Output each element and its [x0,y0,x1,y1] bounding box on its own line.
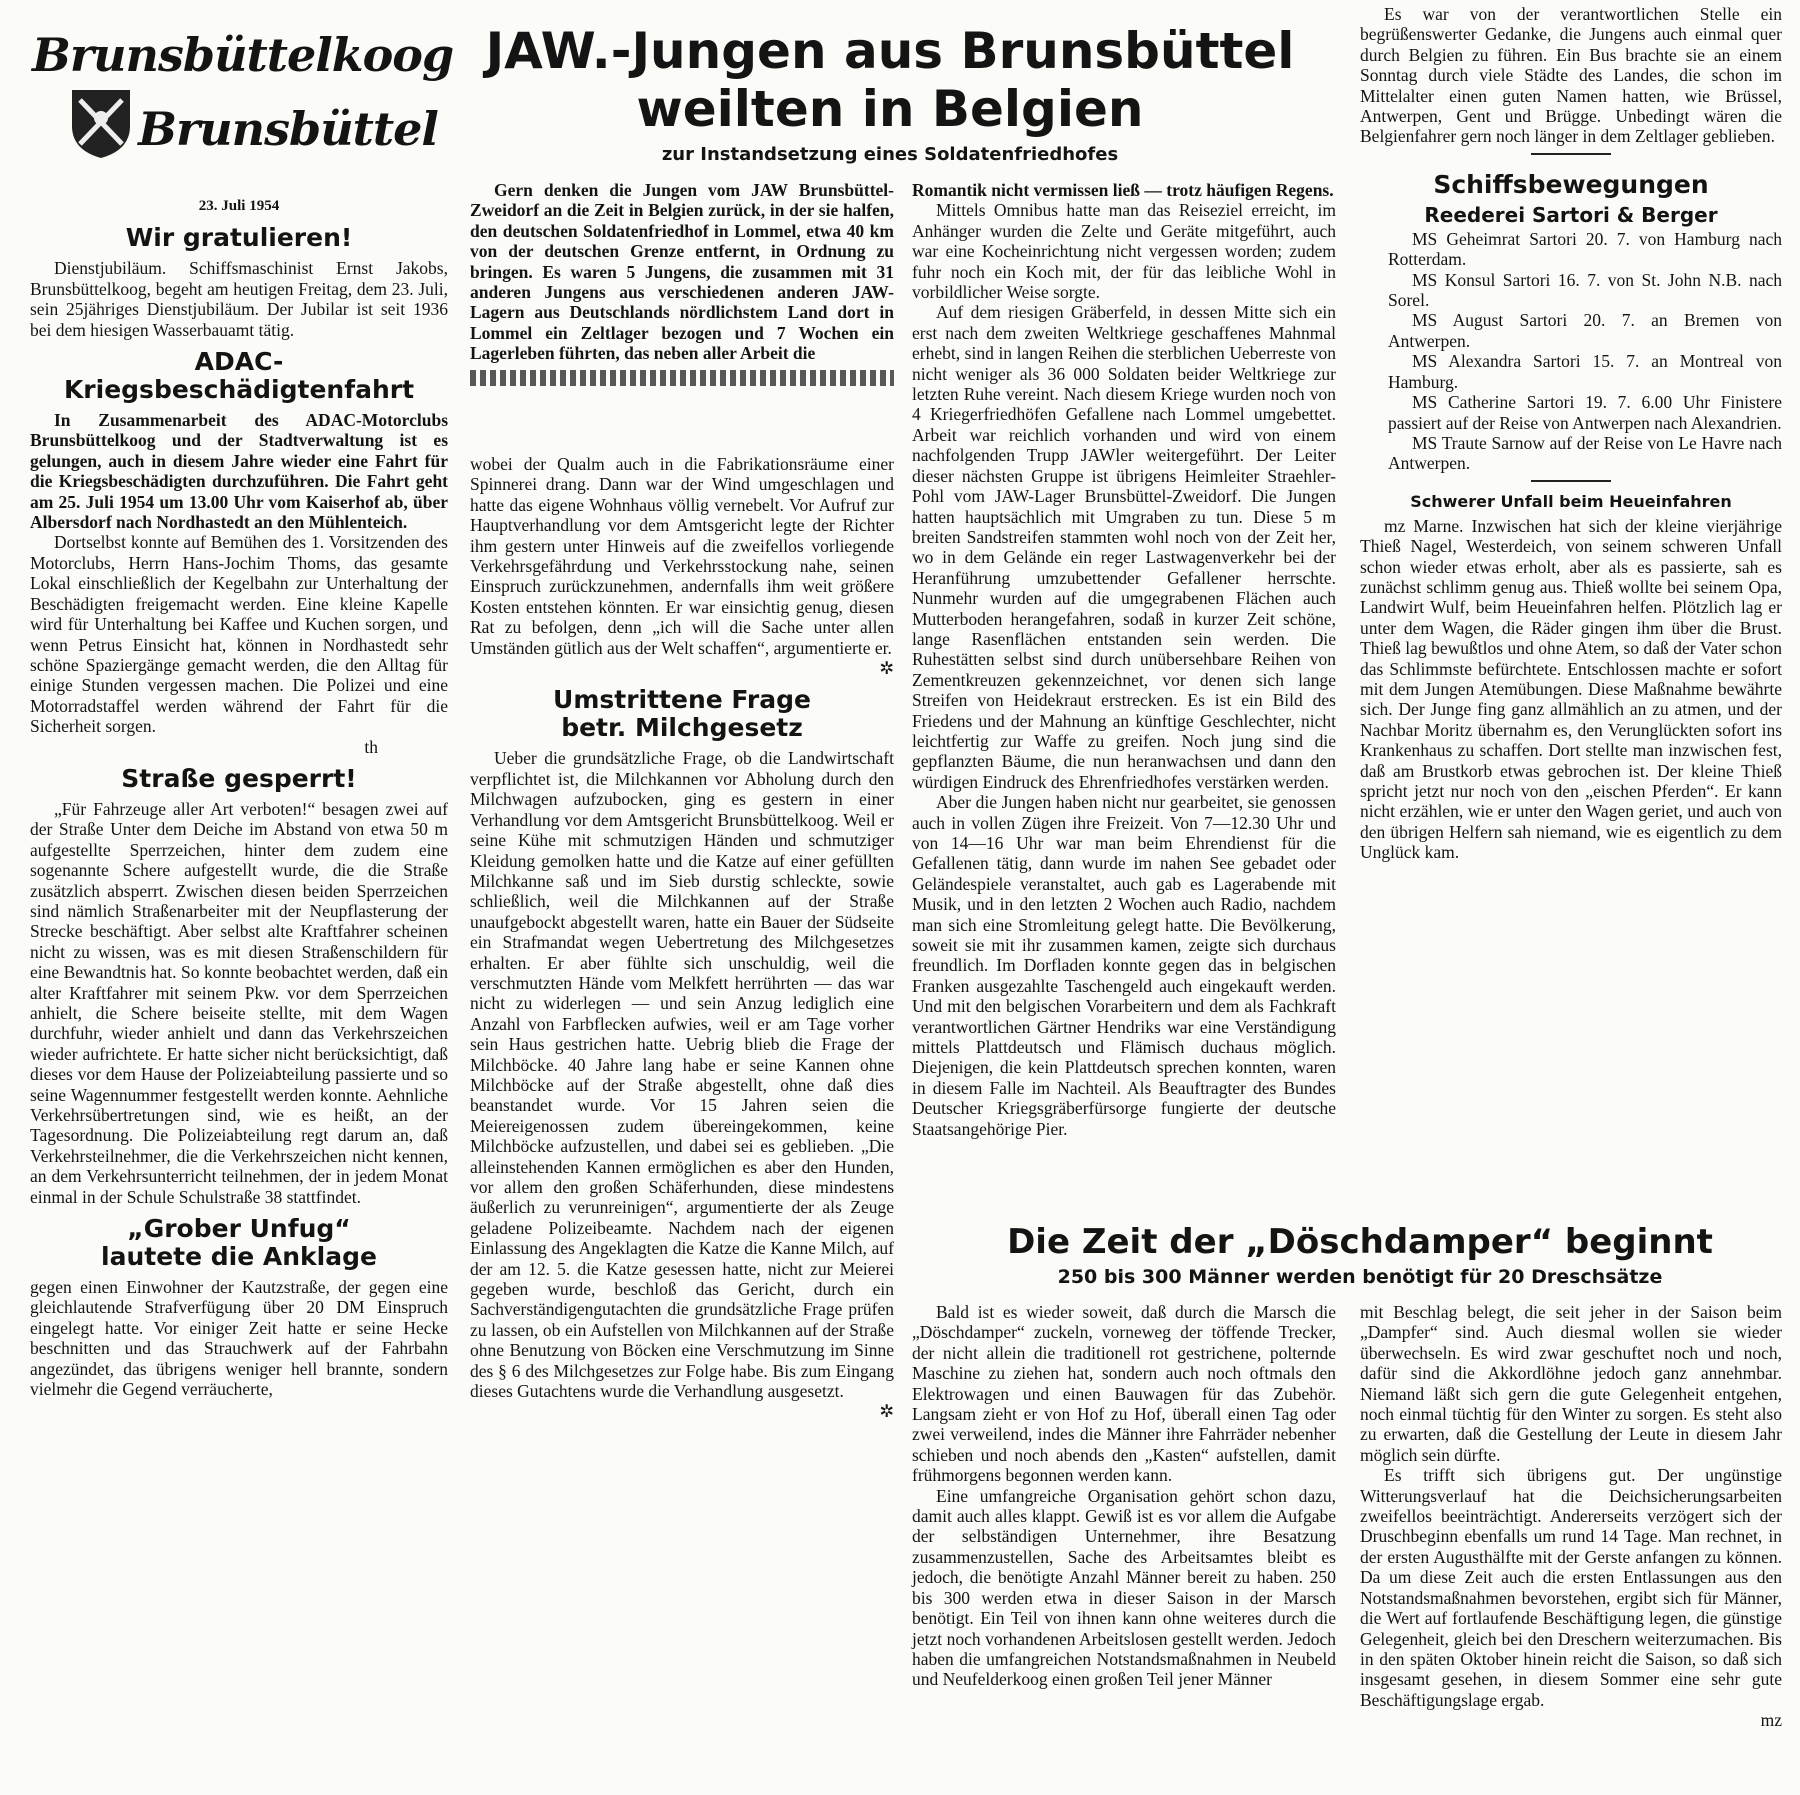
divider [1531,480,1611,482]
adac-title-line2: Kriegsbeschädigtenfahrt [63,375,415,405]
main-lead-continued: Romantik nicht vermissen ließ — trotz häufigen Regens. [912,180,1334,200]
strasse-text: „Für Fahrzeuge aller Art verboten!“ besagen zwei auf der Straße Unter dem Deiche im Abstand von etwa 50 m aufgestellte Sperrzeichen, hinter dem zudem eine sogenannte Schere aufgestellt wurde, die die Straße zusätzlich absperrt. Zwischen diesen beiden Sperrzeichen sind nämlich Straßenarbeiter mit der Neupflasterung der Strecke beschäftigt. Aber selbst alte Kraftfahrer scheinen nicht zu wissen, was es mit diesen Straßenschildern für eine Bewandtnis hat. So konnte beobachtet werden, daß ein alter Kraftfahrer mit seinem Pkw. vor dem Sperrzeichen anhielt, die Schere beiseite stellte, mit dem Wagen durchfuhr, wieder anhielt und dann das Verkehrszeichen wieder aufrichtete. Er hatte sicher nicht berücksichtigt, daß dieses vor dem Hause der Polizeiabteilung passierte und so seine Wagennummer festgestellt werden konnte. Aehnliche Verkehrsübertretungen sind, wie es heißt, an der Tagesordnung. Die Polizeiabteilung regt darum an, daß Verkehrsteilnehmer, die die Verkehrszeichen nicht kennen, an dem Verkehrsunterricht teilnehmen, der in jedem Monat einmal in der Schule Schulstraße 38 stattfindet. [30,798,448,1207]
ship-entry: MS Geheimrat Sartori 20. 7. von Hamburg nach Rotterdam. [1388,228,1782,270]
masthead-line1: Brunsbüttelkoog [32,28,454,82]
main-p3: Aber die Jungen haben nicht nur gearbeitet, sie genossen auch in vollen Zügen ihre Freizeit. Von 7—12.30 Uhr und von 14—16 Uhr war man beim Ehrendienst für die Gefallenen tätig, dann wurde im nahen See gebadet oder Geländespiele veranstaltet, auch gab es Lagerabende mit Musik, und in den letzten 2 Wochen auch Radio, nachdem man sich eine Stromleitung gelegt hatte. Die Bevölkerung, soweit sie mit ihr zusammen kamen, zeigte sich durchaus freundlich. Im Dorfladen konnte gegen das in belgischen Franken ausgezahlte Taschengeld auch eingekauft werden. Und mit den belgischen Vorarbeitern und dem als Fachkraft verantwortlichen Gärtner Hendriks war eine Verständigung mittels Plattdeutsch und Flämisch duchaus möglich. Diejenigen, die kein Plattdeutsch sprechen konnten, waren in diesem Falle im Nachteil. Als Beauftragter des Bundes Deutscher Kriegsgräberfürsorge fungierte der deutsche Staatsangehörige Pier. [912,792,1336,1139]
adac-title-line1: ADAC- [194,347,284,377]
unfug-title-line2: lautete die Anklage [101,1242,377,1272]
milch-text: Ueber die grundsätzliche Frage, ob die Landwirtschaft verpflichtet ist, die Milchkannen vor Abholung durch den Milchwagen aufzubocken, ging es gestern in einer Verhandlung vor dem Amtsgericht Brunsbüttelkoog. Weil er seine Kühe mit schmutzigen Händen und schmutziger Kleidung gemolken hatte und die Katze auf einer gefüllten Milchkanne saß und im Sieb durstig schleckte, sowie schließlich, weil die Milchkannen auf der Straße unaufgebockt abgestellt waren, hatte ein Bauer der Südseite ein Strafmandat wegen Uebertretung des Milchgesetzes erhalten. Er aber fühlte sich unschuldig, weil die verschmutzten Hände vom Melkfett herrührten — das war nicht zu widerlegen — und sein Anzug lediglich eine Anzahl von Farbflecken aufwies, weil er am Tage vorher sein Haus gestrichen hatte. Uebrig blieb die Frage der Milchböcke. 40 Jahre lang habe er seine Kannen ohne Milchböcke auf der Straße abgestellt, ohne daß dies beanstandet wurde. Vor 15 Jahren seien die Meiereigenossen zudem übereingekommen, keine Milchböcke aufzustellen, und dabei sei es geblieben. „Die alleinstehenden Kannen ermöglichen es aber den Hunden, vor allem den großen Schäferhunden, diese mindestens äußerlich zu verunreinigen“, argumentierte der als Zeuge geladene Polizeibeamte. Nachdem nach der eigenen Einlassung des Angeklagten die Katze die Kanne Milch, auf der am 12. 5. die Katze gesessen hatte, nicht zur Meierei gegeben wurde, beschloß das Gericht, durch ein Sachverständigengutachten die grundsätzliche Frage prüfen zu lassen, ob ein Aufstellen von Milchkannen auf der Straße ohne Benutzung von Böcken eine Verschmutzung im Sinne des § 6 des Milchgesetzes zur Folge habe. Bis zum Eingang dieses Gutachtens wurde die Verhandlung ausgesetzt. [470,748,894,1402]
dresch-p3: mit Beschlag belegt, die seit jeher in der Saison beim „Dampfer“ sind. Auch diesmal wollen sie wieder überwechseln. Es wird zwar geschuftet noch und noch, dafür sind die Akkordlöhne jedoch ganz annehmbar. Niemand läßt sich gern die gute Gelegenheit entgehen, noch einmal tüchtig für den Winter zu sorgen. Es steht also zu erwarten, daß die Gestellung der Leute in diesem Jahr möglich sein dürfte. [1360,1302,1782,1465]
ship-entry: MS August Sartori 20. 7. an Bremen von Antwerpen. [1388,310,1782,351]
milch-title-line2: betr. Milchgesetz [561,713,803,743]
town-crest-icon [70,88,132,160]
main-lead-text: Gern denken die Jungen vom JAW Brunsbüttel-Zweidorf an die Zeit in Belgien zurück, in der sie halfen, den deutschen Soldatenfriedhof in Lommel, etwa 40 km von der deutschen Grenze entfernt, in Ordnung zu bringen. Es waren 5 Jungens, die zusammen mit 31 anderen Jungens aus verschiedenen anderen JAW-Lagern aus Deutschlands nördlichstem Land dort in Lommel ein Zeltlager bezogen und 7 Wochen ein Lagerleben führten, das neben aller Arbeit die [470,180,894,364]
main-p4: Es war von der verantwortlichen Stelle ein begrüßenswerter Gedanke, die Jungens auch einmal quer durch Belgien zu führen. Ein Bus brachte sie an einem Sonntag durch viele Städte des Landes, die schon im Mittelalter einen guten Namen hatten, wie Brüssel, Antwerpen, Gent und Brügge. Unbedingt wären die Belgienfahrer gern noch länger in dem Zeltlager geblieben. [1360,4,1782,147]
ship-entry: MS Konsul Sartori 16. 7. von St. John N.B. nach Sorel. [1388,269,1782,311]
adac-lead: In Zusammenarbeit des ADAC-Motorclubs Brunsbüttelkoog und der Stadtverwaltung ist es gelungen, auch in diesem Jahre wieder eine Fahrt für die Kriegsbeschädigten durchzuführen. Die Fahrt geht am 25. Juli 1954 um 13.00 Uhr vom Kaiserhof ab, über Albersdorf nach Nordhastedt an den Mühlenteich. [30,410,448,533]
adac-text: Dortselbst konnte auf Bemühen des 1. Vorsitzenden des Motorclubs, Herrn Hans-Jochim Thoms, das gesamte Lokal einschließlich der Kegelbahn zur Unterhaltung der Beschädigten freigemacht werden. Eine kleine Kapelle wird für Unterhaltung bei Kaffee und Kuchen sorgen, und wenn Petrus Einsicht hat, können in Nordhastedt sehr schöne Spaziergänge gemacht werden, die den Alltag für einige Stunden vergessen machen. Die Polizei und eine Motorradstaffel werden während der Fahrt für die Sicherheit sorgen. [30,532,448,737]
dresch-headline [930,1222,1790,1288]
ship-list [1360,229,1782,474]
gratulieren-title: Wir gratulieren! [125,223,353,253]
decorative-divider [470,370,894,386]
dresch-p4: Es trifft sich übrigens gut. Der ungünstige Witterungsverlauf hat die Deichsicherungsarbeiten zweifellos beeinträchtigt. Andererseits verzögert sich der Druschbeginn ebenfalls um rund 14 Tage. Man rechnet, in der ersten Augusthälfte mit der Gerste anfangen zu können. Da um diese Zeit auch die ersten Entlassungen aus den Notstandsmaßnahmen bevorstehen, ergibt sich für Männer, die Wert auf fortlaufende Beschäftigung legen, die günstige Gelegenheit, gleich bei den Dreschern weiterzumachen. Bis in den späten Oktober hinein reicht die Saison, so daß sich insgesamt gesehen, in diesem Sommer eine sehr gute Beschäftigungslage ergab. [1360,1465,1782,1710]
column-4 [1360,4,1782,863]
masthead [28,22,454,192]
unfall-text: mz Marne. Inzwischen hat sich der kleine vierjährige Thieß Nagel, Westerdeich, von seinem schweren Unfall schon wieder etwas erholt, aber als es passierte, sah es zunächst schlimm genug aus. Thieß wollte bei seinem Opa, Landwirt Wulf, beim Heueinfahren helfen. Plötzlich lag er unter dem Wagen, die Räder gingen ihm über die Brust. Thieß lag bewußtlos und ohne Atem, so daß der Vater schon das Schlimmste befürchtete. Entschlossen machte er sofort mit dem Jungen Atemübungen. Diese Maßnahme bewährte sich. Der Junge fing ganz allmählich an zu atmen, und der Nachbar Moritz übernahm es, den Verunglückten sofort ins Krankenhaus zu schaffen. Dort stellte man inzwischen fest, daß am Brustkorb etwas gebrochen ist. Der kleine Thieß spricht jetzt nur noch von den „eischen Pferden“. Er kann nicht erzählen, wie er unter den Wagen geriet, und auch von den übrigen Helfern sah niemand, wie es eigentlich zu dem Unglück kam. [1360,515,1782,863]
adac-title [30,348,448,404]
dresch-subtitle: 250 bis 300 Männer werden benötigt für 20 Dreschsätze [1057,1266,1663,1288]
star-icon: ✲ [879,1401,894,1422]
main-subtitle: zur Instandsetzung eines Soldatenfriedhofes [661,144,1119,165]
adac-signature: th [364,736,378,757]
dresch-title: Die Zeit der „Döschdamper“ beginnt [1007,1222,1713,1262]
schiff-title: Schiffsbewegungen [1433,169,1709,199]
main-title-line2: weilten in Belgien [636,80,1144,138]
gratulieren-text: Dienstjubiläum. Schiffsmaschinist Ernst Jakobs, Brunsbüttelkoog, begeht am heutigen Freitag, dem 23. Juli, sein 25jähriges Dienstjubiläum. Der Jubilar ist seit 1936 bei dem hiesigen Wasserbauamt tätig. [30,258,448,340]
column-2 [470,454,894,1422]
ship-entry: MS Catherine Sartori 19. 7. 6.00 Uhr Finistere passiert auf der Reise von Antwerpen nach Alexandrien. [1388,392,1782,433]
main-p1: Mittels Omnibus hatte man das Reiseziel erreicht, im Anhänger wurden die Zelte und Geräte mitgeführt, auch war eine Kocheinrichtung nicht vergessen worden; zudem fuhr noch ein Koch mit, der für das leibliche Wohl in vorbildlicher Weise sorgte. [912,200,1336,303]
unfug-title [30,1215,448,1271]
main-p2: Auf dem riesigen Gräberfeld, in dessen Mitte sich ein erst nach dem zweiten Weltkriege geschaffenes Mahnmal erhebt, sind in langen Reihen die sterblichen Ueberreste von nicht weniger als 36 000 Soldaten beider Weltkriege zur letzten Ruhe vereint. Nach diesem Kriege wurden noch von 4 Kriegerfriedhöfen Gefallene nach Lommel umgebettet. Arbeit war reichlich vorhanden und wird von einem nachfolgenden Trupp JAWler weitergeführt. Der Leiter dieser nächsten Gruppe ist übrigens Heimleiter Straehler-Pohl vom JAW-Lager Brunsbüttel-Zweidorf. Die Jungen hatten hauptsächlich mit Umgraben zu tun. Diese 5 m breiten Sandstreifen stammten wohl noch von der Zeit her, wo in dem Gelände ein reger Lastwagenverkehr bei der Heranführung umzubettender Gefallener herrschte. Nunmehr wurden auf die umgegrabenen Flächen auch Mutterboden herangefahren, sodaß in kurzer Zeit schöne, lange Rasenflächen entstanden sein werden. Die Ruhestätten selbst sind durch unübersehbare Reihen von Zementkreuzen gekennzeichnet, vor denen sich lange Streifen von Heidekraut erstrecken. Es ist ein Bild des Friedens und der Mahnung an künftige Geschlechter, nicht leichtfertig zur Waffe zu greifen. Noch jung sind die gepflanzten Bäume, die nun heranwachsen und dann den würdigen Eindruck des Ehrenfriedhofes verstärken werden. [912,302,1336,792]
dresch-column-1 [912,1302,1336,1690]
unfug-continued: wobei der Qualm auch in die Fabrikationsräume einer Spinnerei drang. Dann war der Wind umgeschlagen und hatte das eigene Wohnhaus völlig vernebelt. Vor Aufruf zur Hauptverhandlung vor dem Amtsgericht legte der Richter ihm gestern unter Hinweis auf die zweifellos vorliegende Verkehrsgefährdung und Verkehrsstockung nahe, seinen Einspruch zurückzunehmen, andernfalls ihm weit größere Kosten entstehen könnten. Er war einsichtig genug, diesen Rat zu befolgen, denn „ich will die Sache unter allen Umständen gütlich aus der Welt schaffen“, argumentierte er. [470,454,894,658]
milch-title [470,686,894,742]
schiff-subtitle: Reederei Sartori & Berger [1424,202,1718,227]
main-title-line1: JAW.-Jungen aus Brunsbüttel [485,22,1295,80]
unfug-title-line1: „Grober Unfug“ [127,1214,351,1244]
unfug-text: gegen einen Einwohner der Kautzstraße, der gegen eine gleichlautende Strafverfügung über 20 DM Einspruch eingelegt hatte. Vor einiger Zeit hatte er seine Hecke beschnitten und das Strauchwerk auf der Fahrbahn angezündet, das übrigens weniger hell brannte, sondern vielmehr die Gegend verräucherte, [30,1277,448,1400]
date-line: 23. Juli 1954 [198,198,280,214]
milch-title-line1: Umstrittene Frage [553,685,811,715]
main-article-lead [470,180,894,392]
dresch-p2: Eine umfangreiche Organisation gehört schon dazu, damit auch alles klappt. Gewiß ist es vor allem die Aufgabe der selbständigen Unternehmer, ihre Besatzung zusammenzustellen, Sache des Arbeitsamtes bleibt es jedoch, die benötigte Anzahl Männer bereit zu haben. 250 bis 300 werden etwa in dieser Saison in der Marsch benötigt. Ein Teil von ihnen kann ohne weiteres durch die jetzt noch vorhandenen Arbeitslosen gestellt werden. Jedoch haben die umfangreichen Notstandsmaßnahmen in Neubeld und Neufelderkoog einen großen Teil jener Männer [912,1485,1336,1690]
star-icon: ✲ [879,658,894,679]
strasse-title: Straße gesperrt! [121,763,357,793]
ship-entry: MS Traute Sarnow auf der Reise von Le Havre nach Antwerpen. [1388,432,1782,474]
ship-entry: MS Alexandra Sartori 15. 7. an Montreal von Hamburg. [1388,351,1782,392]
dresch-p1: Bald ist es wieder soweit, daß durch die Marsch die „Döschdamper“ zuckeln, vorneweg der töffende Trecker, der nicht allein die traditionell rot gestrichene, polternde Maschine zu ziehen hat, sondern auch noch oftmals den Elektrowagen und einen Bauwagen für das Zubehör. Langsam zieht er von Hof zu Hof, überall einen Tag oder zwei verweilend, indes die Männer ihre Fahrräder nebenher schieben und noch abends den „Kasten“ aufstellen, damit frühmorgens begonnen werden kann. [912,1302,1336,1486]
divider [1531,153,1611,155]
main-headline [460,22,1320,165]
unfall-title: Schwerer Unfall beim Heueinfahren [1410,491,1732,511]
dresch-signature: mz [1760,1710,1782,1731]
dresch-column-2 [1360,1302,1782,1731]
column-3 [912,180,1336,1139]
column-1 [30,196,448,1400]
masthead-line2: Brunsbüttel [138,102,438,156]
